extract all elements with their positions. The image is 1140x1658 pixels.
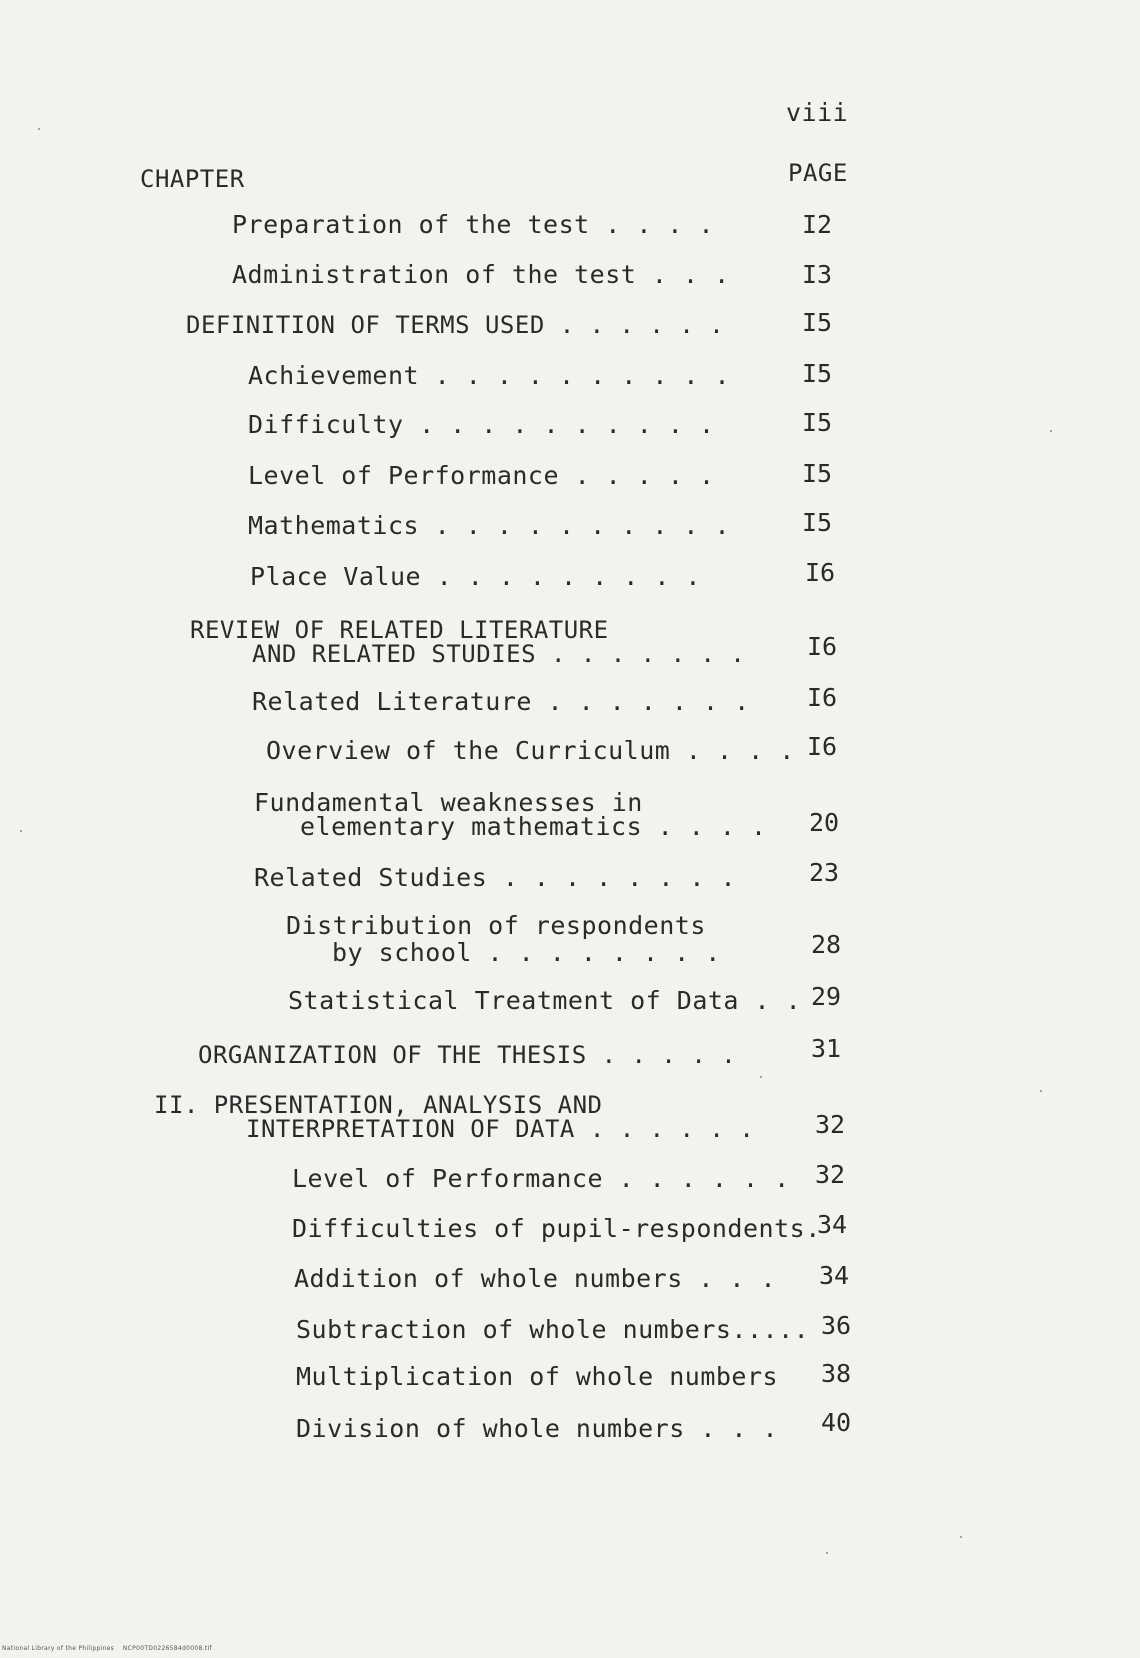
toc-entry-definition-of-terms: DEFINITION OF TERMS USED . . . . . .: [186, 311, 725, 339]
toc-entry-mathematics: Mathematics . . . . . . . . . .: [248, 511, 731, 540]
toc-entry-subtraction: Subtraction of whole numbers.....: [296, 1315, 810, 1344]
toc-page-organization: 31: [810, 1034, 842, 1063]
toc-page-level-of-performance-2: 32: [814, 1160, 846, 1189]
toc-entry-preparation-of-test: Preparation of the test . . . .: [232, 210, 715, 239]
toc-page-division: 40: [820, 1408, 852, 1437]
toc-page-place-value: I6: [804, 558, 836, 587]
scan-speck: [1050, 430, 1052, 432]
page-column-label: PAGE: [788, 159, 848, 187]
toc-entry-review-line2: AND RELATED STUDIES . . . . . . .: [252, 640, 746, 668]
toc-entry-achievement: Achievement . . . . . . . . . .: [248, 361, 731, 390]
toc-entry-level-of-performance-2: Level of Performance . . . . . .: [292, 1164, 790, 1193]
scan-footer: National Library of the Philippines NCP00TD0226584d0008.tif: [2, 1645, 212, 1652]
toc-page-difficulty: I5: [801, 408, 833, 437]
toc-page-review: I6: [806, 632, 838, 661]
toc-entry-multiplication: Multiplication of whole numbers: [296, 1362, 779, 1391]
toc-entry-division: Division of whole numbers . . .: [296, 1414, 779, 1443]
toc-page-chapter-ii: 32: [814, 1110, 846, 1139]
toc-entry-chapter-ii-line1: II. PRESENTATION, ANALYSIS AND: [154, 1091, 603, 1119]
scan-speck: [960, 1536, 962, 1538]
toc-page-multiplication: 38: [820, 1359, 852, 1388]
toc-page-mathematics: I5: [801, 508, 833, 537]
toc-entry-difficulties-respondents: Difficulties of pupil-respondents.: [292, 1214, 821, 1243]
toc-entry-distribution-line1: Distribution of respondents: [286, 911, 706, 940]
toc-entry-related-literature: Related Literature . . . . . . .: [252, 687, 750, 716]
toc-entry-place-value: Place Value . . . . . . . . .: [250, 562, 701, 591]
toc-entry-distribution-line2: by school . . . . . . . .: [332, 938, 721, 967]
scan-speck: [20, 830, 22, 832]
toc-page-difficulties-respondents: 34: [816, 1210, 848, 1239]
toc-entry-overview-curriculum: Overview of the Curriculum . . . .: [266, 736, 795, 765]
toc-page-level-of-performance: I5: [801, 459, 833, 488]
toc-entry-fundamental-line1: Fundamental weaknesses in: [254, 788, 643, 817]
toc-page-overview-curriculum: I6: [806, 732, 838, 761]
page-number: viii: [786, 98, 849, 127]
toc-page-achievement: I5: [801, 359, 833, 388]
chapter-column-label: CHAPTER: [140, 165, 245, 193]
toc-entry-review-line1: REVIEW OF RELATED LITERATURE: [190, 616, 609, 644]
toc-entry-chapter-ii-line2: INTERPRETATION OF DATA . . . . . .: [246, 1115, 755, 1143]
toc-entry-administration-of-test: Administration of the test . . .: [232, 260, 730, 289]
toc-page-related-literature: I6: [806, 683, 838, 712]
toc-page-addition: 34: [818, 1261, 850, 1290]
scan-speck: [760, 1076, 762, 1078]
scan-speck: [826, 1552, 828, 1554]
toc-entry-fundamental-line2: elementary mathematics . . . .: [300, 812, 767, 841]
toc-entry-difficulty: Difficulty . . . . . . . . . .: [248, 410, 715, 439]
toc-page-administration-of-test: I3: [801, 260, 833, 289]
scan-speck: [38, 128, 40, 130]
scan-speck: [1040, 1090, 1042, 1092]
toc-page-subtraction: 36: [820, 1311, 852, 1340]
toc-page-distribution: 28: [810, 930, 842, 959]
toc-page-related-studies: 23: [808, 858, 840, 887]
toc-page-statistical-treatment: 29: [810, 982, 842, 1011]
toc-page-fundamental: 20: [808, 808, 840, 837]
toc-page-definition-of-terms: I5: [801, 308, 833, 337]
toc-entry-level-of-performance: Level of Performance . . . . .: [248, 461, 715, 490]
toc-entry-statistical-treatment: Statistical Treatment of Data . .: [288, 986, 802, 1015]
toc-entry-related-studies: Related Studies . . . . . . . .: [254, 863, 737, 892]
toc-page-preparation-of-test: I2: [801, 210, 833, 239]
toc-entry-addition: Addition of whole numbers . . .: [294, 1264, 777, 1293]
toc-entry-organization: ORGANIZATION OF THE THESIS . . . . .: [198, 1041, 737, 1069]
